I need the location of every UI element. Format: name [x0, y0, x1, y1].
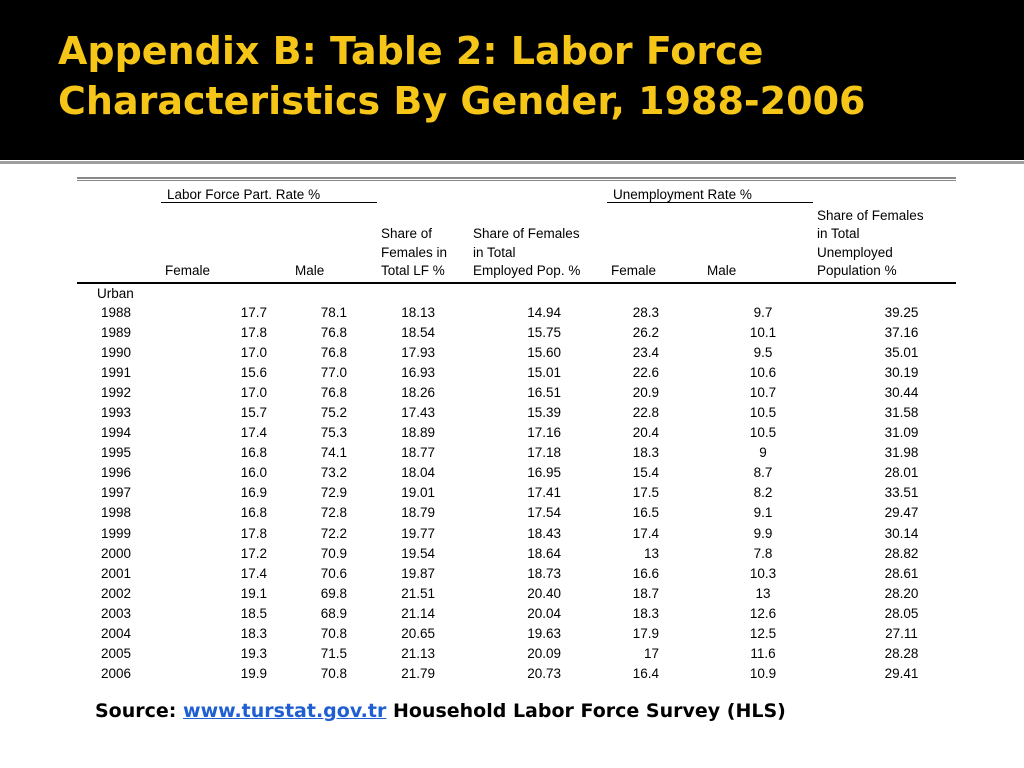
share-emp-cell: 15.60: [527, 344, 562, 360]
share-unemp-cell: 31.98: [884, 445, 919, 461]
year-cell: 1993: [101, 405, 132, 421]
share-lf-cell: 21.51: [401, 585, 436, 601]
source-line: [95, 700, 786, 722]
share-unemp-line4: Population %: [817, 263, 897, 278]
lfpr-male-cell: 72.2: [320, 525, 348, 541]
lfpr-female-cell: 18.3: [240, 626, 267, 642]
lfpr-female-cell: 19.9: [240, 666, 267, 682]
share-lf-cell: 18.77: [401, 445, 436, 461]
lfpr-female-cell: 18.5: [240, 605, 267, 621]
group-header-row: [77, 184, 956, 203]
table-row: [77, 644, 956, 664]
table-row: [77, 604, 956, 624]
unemp-male-cell: 9.1: [753, 505, 773, 521]
lfpr-female-cell: 17.2: [240, 545, 267, 561]
lfpr-male-cell: 69.8: [320, 585, 348, 601]
share-lf-cell: 21.79: [401, 666, 436, 682]
unemp-male-cell: 9: [759, 445, 767, 461]
lfpr-female-cell: 15.6: [240, 364, 267, 380]
section-label: Urban: [97, 285, 134, 301]
share-lf-cell: 19.77: [401, 525, 436, 541]
year-cell: 2004: [101, 626, 132, 642]
lfpr-female-cell: 19.3: [240, 646, 267, 662]
col-header-male: Male: [295, 263, 325, 278]
year-cell: 2002: [101, 585, 132, 601]
lfpr-female-cell: 17.0: [240, 344, 267, 360]
unemp-group-header: [607, 184, 813, 203]
share-emp-cell: 20.09: [527, 646, 562, 662]
lfpr-male-cell: 68.9: [320, 605, 348, 621]
share-unemp-cell: 29.47: [884, 505, 919, 521]
year-cell: 1995: [101, 445, 132, 461]
lfpr-male-cell: 76.8: [320, 344, 348, 360]
unemp-male-cell: 13: [755, 585, 771, 601]
share-emp-cell: 17.54: [527, 505, 562, 521]
title-divider: [0, 161, 1024, 164]
share-emp-cell: 15.39: [527, 405, 562, 421]
column-header-row: [77, 203, 956, 283]
share-emp-cell: 20.73: [527, 666, 562, 682]
table-row: [77, 483, 956, 503]
unemp-male-cell: 9.5: [753, 344, 773, 360]
lfpr-male-cell: 74.1: [320, 445, 348, 461]
share-emp-line2: in Total: [473, 244, 516, 260]
share-emp-cell: 16.95: [527, 465, 562, 481]
slide-title-line2: Characteristics By Gender, 1988-2006: [58, 79, 866, 123]
unemp-female-cell: 20.4: [632, 425, 660, 441]
unemp-male-cell: 10.3: [749, 565, 777, 581]
table-row: [77, 463, 956, 483]
share-unemp-cell: 35.01: [884, 344, 919, 360]
share-lf-cell: 16.93: [401, 364, 436, 380]
unemp-female-cell: 17.9: [632, 626, 660, 642]
lfpr-male-cell: 72.8: [320, 505, 348, 521]
lfpr-male-cell: 70.8: [320, 666, 348, 682]
unemp-female-cell: 28.3: [632, 304, 660, 320]
unemp-male-cell: 9.7: [753, 304, 773, 320]
share-emp-cell: 20.40: [527, 585, 562, 601]
unemp-female-cell: 16.5: [632, 505, 660, 521]
year-cell: 1989: [101, 324, 132, 340]
share-lf-cell: 17.93: [401, 344, 436, 360]
col-header-unemp-male: Male: [707, 263, 737, 278]
share-lf-line3: Total LF %: [381, 263, 445, 278]
share-lf-cell: 21.14: [401, 605, 436, 621]
share-unemp-cell: 28.61: [884, 565, 919, 581]
share-unemp-cell: 31.09: [884, 425, 919, 441]
unemp-female-cell: 22.8: [632, 405, 660, 421]
unemp-male-cell: 10.9: [749, 666, 777, 682]
share-lf-line1: Share of: [381, 226, 433, 241]
lfpr-male-cell: 70.6: [320, 565, 348, 581]
share-unemp-cell: 33.51: [884, 485, 919, 501]
share-emp-cell: 17.18: [527, 445, 562, 461]
year-cell: 1988: [101, 304, 132, 320]
share-lf-cell: 18.89: [401, 425, 436, 441]
share-unemp-line1: Share of Females: [817, 207, 924, 223]
share-emp-line3: Employed Pop. %: [473, 263, 581, 278]
table-row: [77, 544, 956, 564]
unemp-male-cell: 10.5: [749, 405, 777, 421]
lfpr-male-cell: 70.8: [320, 626, 348, 642]
share-emp-cell: 18.43: [527, 525, 562, 541]
lfpr-male-cell: 71.5: [320, 646, 348, 662]
unemp-female-cell: 13: [643, 545, 660, 561]
share-lf-cell: 18.04: [401, 465, 436, 481]
lfpr-male-cell: 76.8: [320, 384, 348, 400]
lfpr-female-cell: 17.8: [240, 324, 267, 340]
col-header-share-emp: [469, 203, 607, 283]
lfpr-group-header: [161, 184, 377, 203]
unemp-female-cell: 18.3: [632, 445, 660, 461]
unemp-female-cell: 17.5: [632, 485, 660, 501]
share-unemp-line2: in Total: [817, 226, 860, 241]
table-row: [77, 383, 956, 403]
share-unemp-cell: 27.11: [885, 626, 918, 642]
share-lf-cell: 18.79: [401, 505, 436, 521]
table-row: [77, 443, 956, 463]
lfpr-female-cell: 17.0: [240, 384, 267, 400]
table-row: [77, 664, 956, 684]
share-emp-cell: 19.63: [527, 626, 562, 642]
unemp-female-cell: 20.9: [632, 384, 660, 400]
table-row: [77, 524, 956, 544]
unemp-group-label: Unemployment Rate %: [613, 187, 752, 202]
unemp-male-cell: 9.9: [753, 525, 773, 541]
year-cell: 1996: [101, 465, 132, 481]
unemp-male-cell: 12.5: [749, 626, 777, 642]
source-description: Household Labor Force Survey (HLS): [392, 700, 786, 722]
share-lf-cell: 19.54: [401, 545, 436, 561]
unemp-male-cell: 11.6: [750, 646, 776, 662]
year-cell: 1994: [101, 425, 132, 441]
share-unemp-cell: 28.28: [884, 646, 919, 662]
share-unemp-cell: 30.14: [884, 525, 919, 541]
share-unemp-cell: 30.19: [884, 364, 919, 380]
lfpr-female-cell: 16.0: [240, 465, 267, 481]
unemp-female-cell: 17.4: [632, 525, 660, 541]
source-link[interactable]: www.turstat.gov.tr: [183, 700, 387, 722]
share-emp-cell: 14.94: [527, 304, 562, 320]
lfpr-male-cell: 78.1: [320, 304, 348, 320]
lfpr-female-cell: 17.8: [240, 525, 267, 541]
share-emp-line1: Share of Females: [473, 226, 580, 241]
col-header-female: Female: [165, 263, 211, 278]
unemp-male-cell: 10.5: [749, 425, 777, 441]
share-lf-cell: 18.13: [401, 304, 436, 320]
share-unemp-cell: 28.82: [884, 545, 919, 561]
share-lf-cell: 18.26: [401, 384, 436, 400]
unemp-female-cell: 18.7: [632, 585, 660, 601]
share-lf-cell: 17.43: [401, 405, 436, 421]
lfpr-male-cell: 76.8: [320, 324, 348, 340]
table-row: [77, 303, 956, 323]
table-row: [77, 343, 956, 363]
year-cell: 2006: [101, 666, 132, 682]
share-unemp-cell: 28.01: [884, 465, 919, 481]
section-row-urban: [77, 283, 956, 303]
lfpr-female-cell: 19.1: [240, 585, 267, 601]
share-unemp-cell: 28.05: [884, 605, 919, 621]
table-top-rule: [77, 177, 956, 181]
lfpr-group-label: Labor Force Part. Rate %: [167, 187, 321, 202]
share-unemp-cell: 37.16: [884, 324, 919, 340]
unemp-female-cell: 16.4: [632, 666, 660, 682]
year-cell: 1997: [101, 485, 132, 501]
unemp-female-cell: 23.4: [632, 344, 660, 360]
share-unemp-cell: 31.58: [884, 405, 919, 421]
share-lf-cell: 19.87: [401, 565, 436, 581]
unemp-male-cell: 10.7: [749, 384, 777, 400]
share-unemp-line3: Unemployed: [817, 244, 893, 260]
table-row: [77, 564, 956, 584]
unemp-male-cell: 10.1: [749, 324, 777, 340]
share-unemp-cell: 29.41: [884, 666, 919, 682]
lfpr-male-cell: 73.2: [320, 465, 348, 481]
lfpr-female-cell: 17.4: [240, 425, 267, 441]
unemp-male-cell: 8.2: [753, 485, 773, 501]
lfpr-female-cell: 16.8: [240, 445, 267, 461]
labor-force-table-container: [77, 177, 956, 684]
share-emp-cell: 16.51: [527, 384, 562, 400]
year-cell: 2000: [101, 545, 132, 561]
table-row: [77, 624, 956, 644]
year-cell: 1999: [101, 525, 132, 541]
share-unemp-cell: 39.25: [884, 304, 919, 320]
table-body: [77, 303, 956, 685]
lfpr-female-cell: 16.9: [240, 485, 267, 501]
lfpr-female-cell: 15.7: [240, 405, 267, 421]
table-row: [77, 584, 956, 604]
lfpr-male-cell: 72.9: [320, 485, 348, 501]
col-header-share-unemp: [813, 203, 956, 283]
share-lf-cell: 21.13: [401, 646, 436, 662]
share-unemp-cell: 30.44: [884, 384, 919, 400]
share-lf-cell: 20.65: [401, 626, 436, 642]
lfpr-female-cell: 16.8: [240, 505, 267, 521]
year-cell: 2001: [101, 565, 132, 581]
lfpr-female-cell: 17.7: [240, 304, 267, 320]
col-header-share-lf: [377, 203, 469, 283]
labor-force-table: [77, 184, 956, 684]
share-emp-cell: 20.04: [527, 605, 562, 621]
table-row: [77, 503, 956, 523]
share-emp-cell: 17.16: [527, 425, 562, 441]
share-emp-cell: 15.01: [527, 364, 562, 380]
share-emp-cell: 18.64: [527, 545, 562, 561]
table-row: [77, 423, 956, 443]
share-emp-cell: 18.73: [527, 565, 562, 581]
lfpr-male-cell: 75.2: [320, 405, 348, 421]
unemp-female-cell: 15.4: [632, 465, 660, 481]
year-cell: 1991: [101, 364, 132, 380]
unemp-male-cell: 8.7: [753, 465, 773, 481]
unemp-female-cell: 22.6: [632, 364, 660, 380]
table-row: [77, 323, 956, 343]
year-cell: 1990: [101, 344, 132, 360]
unemp-male-cell: 7.8: [753, 545, 773, 561]
unemp-female-cell: 17: [643, 646, 660, 662]
lfpr-male-cell: 75.3: [320, 425, 348, 441]
share-emp-cell: 15.75: [527, 324, 562, 340]
source-label: Source:: [95, 700, 177, 722]
year-cell: 2005: [101, 646, 132, 662]
unemp-male-cell: 10.6: [749, 364, 777, 380]
unemp-female-cell: 16.6: [632, 565, 660, 581]
lfpr-male-cell: 70.9: [320, 545, 348, 561]
share-emp-cell: 17.41: [527, 485, 562, 501]
lfpr-female-cell: 17.4: [240, 565, 267, 581]
unemp-female-cell: 18.3: [632, 605, 660, 621]
year-cell: 2003: [101, 605, 132, 621]
table-row: [77, 363, 956, 383]
slide-title: [58, 26, 998, 126]
share-lf-cell: 18.54: [401, 324, 436, 340]
share-unemp-cell: 28.20: [884, 585, 919, 601]
col-header-unemp-female: Female: [611, 263, 657, 278]
table-row: [77, 403, 956, 423]
slide-title-line1: Appendix B: Table 2: Labor Force: [58, 29, 764, 73]
year-cell: 1998: [101, 505, 132, 521]
title-band: [0, 0, 1024, 160]
unemp-female-cell: 26.2: [632, 324, 660, 340]
lfpr-male-cell: 77.0: [320, 364, 348, 380]
share-lf-line2: Females in: [381, 244, 448, 260]
year-cell: 1992: [101, 384, 132, 400]
unemp-male-cell: 12.6: [749, 605, 777, 621]
share-lf-cell: 19.01: [401, 485, 436, 501]
